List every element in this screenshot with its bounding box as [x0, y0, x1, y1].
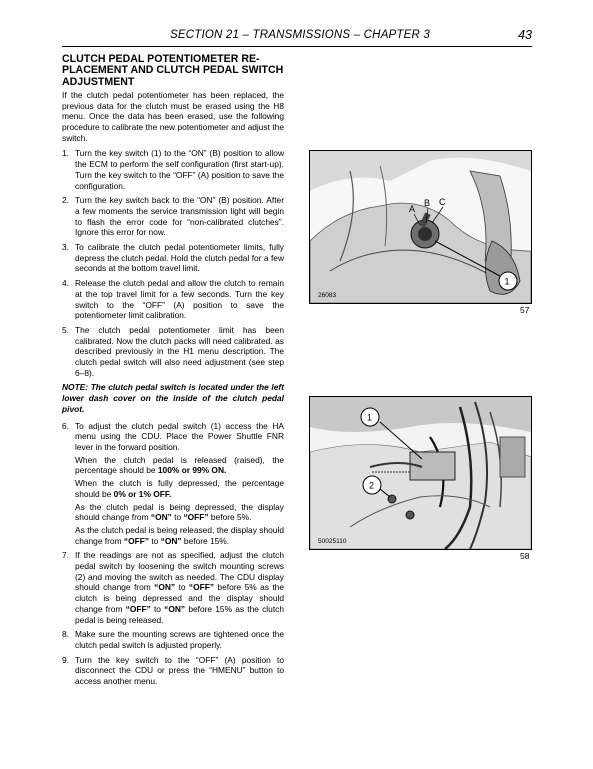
step-1: 1. Turn the key switch (1) to the “ON” (B) position to allow the ECM to perform the self configuration (first start-up). Turn the key switch to the “OFF” (A) position to save the configuration. — [62, 148, 284, 191]
step-6-sub-2: When the clutch is fully depressed, the percentage should be 0% or 1% OFF. — [75, 478, 284, 499]
step-7: 7. If the readings are not as specified, adjust the clutch pedal switch by loosening the switch mounting screws (2) and moving the switch as needed. The CDU display should change from “ON” to “OFF” before 5% as the clutch is being depressed and the display should change from “OFF” to “ON” before 15% as the clutch pedal is being released. — [62, 550, 285, 625]
steps-list-2 — [62, 421, 284, 687]
step-8: 8. Make sure the mounting screws are tightened once the clutch pedal switch is adjusted properly. — [62, 629, 284, 650]
figure-key-switch — [309, 150, 532, 304]
step-2: 2. Turn the key switch back to the “ON” (B) position. After a few moments the service transmission light will begin to flash the error code for “non-calibrated clutches”. Ignore this error for now. — [62, 195, 284, 238]
clutch-switch-illustration — [310, 397, 531, 549]
step-9: 9. Turn the key switch to the “OFF” (A) position to disconnect the CDU or press the “HMENU” button to access another menu. — [62, 654, 284, 687]
page-header — [62, 28, 532, 47]
label-b: B — [424, 198, 431, 208]
figure-clutch-pedal-switch — [309, 396, 532, 550]
figure-number-57: 57 — [520, 305, 530, 315]
label-a: A — [409, 204, 416, 214]
step-6-sub-3: As the clutch pedal is being depressed, the display should change from “ON” to “OFF” before 5%. — [75, 501, 284, 523]
section-title: SECTION 21 – TRANSMISSIONS – CHAPTER 3 — [170, 29, 431, 41]
page-number: 43 — [518, 28, 532, 42]
callout-1: 1 — [504, 276, 510, 287]
intro-paragraph: If the clutch pedal potentiometer has been replaced, the previous data for the clutch must be erased using the H8 menu. Once the data has been erased, use the following procedure to calibrate the new potentiometer and adjust the switch. — [62, 89, 284, 143]
figure-code: 26083 — [318, 292, 337, 299]
step-5: 5. The clutch pedal potentiometer limit has been calibrated. Now the clutch packs will need calibrated. as described previously in the H1 menu description. The clutch pedal switch will also need adjustment (see step 6–8). — [62, 324, 284, 378]
note: NOTE: The clutch pedal switch is located under the left lower dash cover on the inside of the clutch pedal pivot. — [62, 382, 284, 414]
figure-number-58: 58 — [520, 551, 530, 561]
figure-code: 50025110 — [318, 538, 347, 545]
steps-list-1 — [62, 148, 284, 378]
step-4: 4. Release the clutch pedal and allow the clutch to remain at the top travel limit for a few seconds. Turn the key switch to the “OFF” (A) position to save the potentiometer limit calibration. — [62, 278, 284, 321]
label-c: C — [439, 197, 446, 207]
step-6-sub-1: When the clutch pedal is released (raised), the percentage should be 100% or 99% ON. — [75, 454, 284, 476]
main-text-column — [62, 54, 284, 691]
callout-1: 1 — [367, 412, 373, 423]
step-3: 3. To calibrate the clutch pedal potentiometer limits, fully depress the clutch pedal. Hold the clutch pedal for a few seconds at the bottom travel limit. — [62, 242, 284, 274]
step-6-sub-4: As the clutch pedal is being released, the display should change from “OFF” to “ON” before 15%. — [75, 524, 284, 546]
step-6: 6. To adjust the clutch pedal switch (1) access the HA menu using the CDU. Place the Power Shuttle FNR lever in the forward position. When the clutch pedal is released (raised), the percentage should be 100% or 99% ON. When the clutch is fully depressed, the percentage should be 0% or 1% OFF. As the clutch pedal is being depressed, the display should change from “ON” to “OFF” before 5%. As the clutch pedal is being released, the display should change from “OFF” to “ON” before 15%. — [62, 420, 284, 546]
callout-2: 2 — [369, 480, 375, 491]
key-switch-illustration — [310, 151, 531, 303]
heading: CLUTCH PEDAL POTENTIOMETER RE-PLACEMENT AND CLUTCH PEDAL SWITCH ADJUSTMENT — [62, 53, 284, 88]
